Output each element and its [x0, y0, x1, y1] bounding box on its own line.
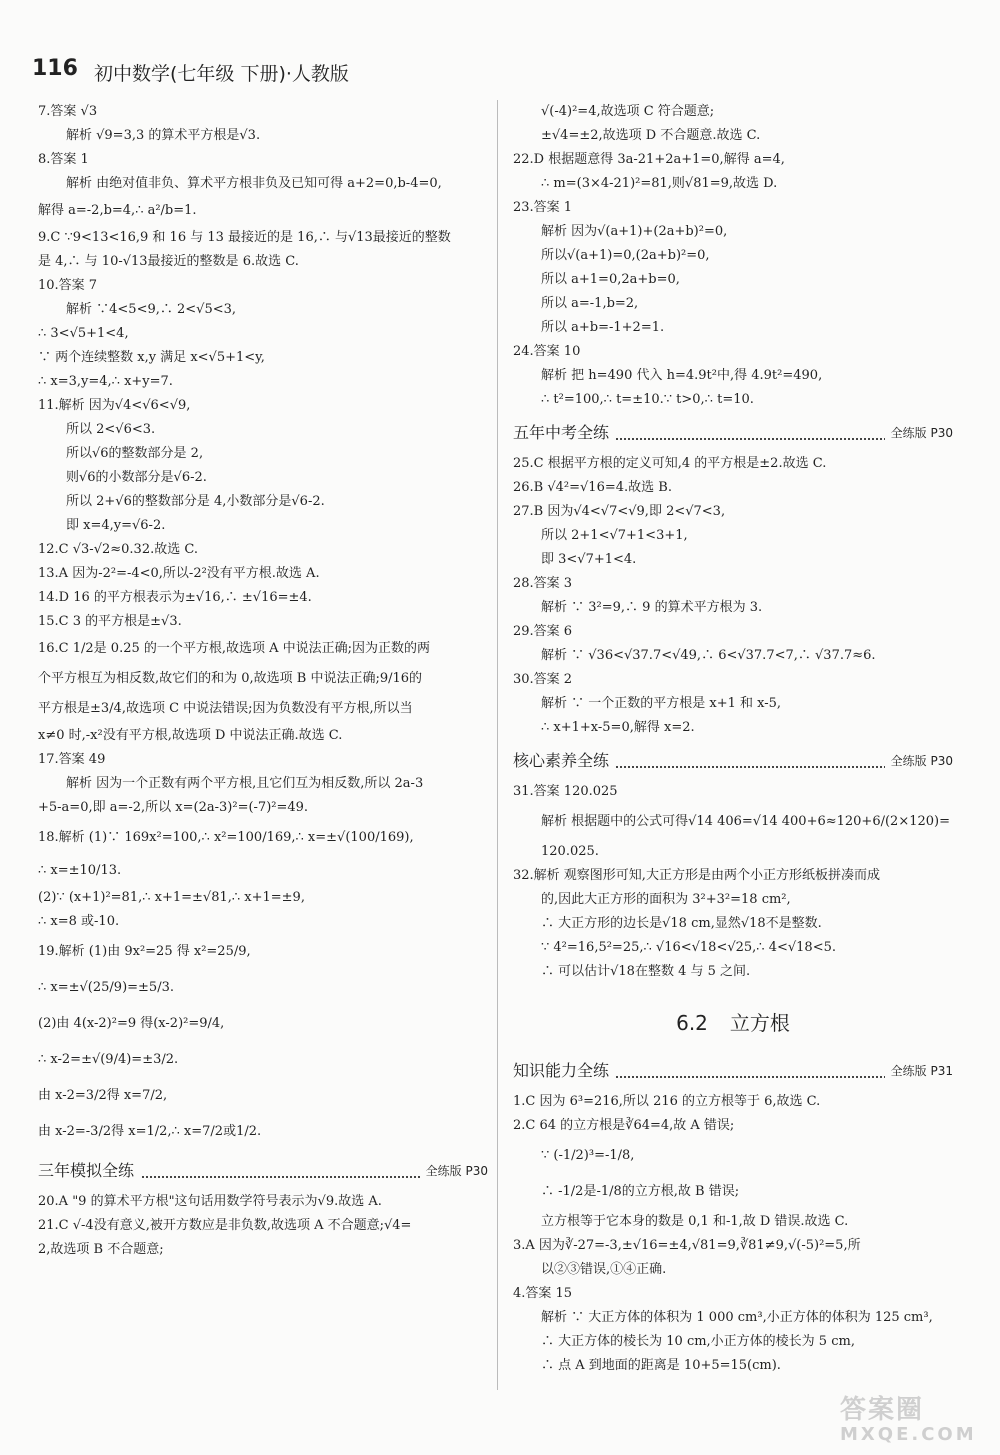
- page-header: [32, 56, 972, 88]
- answer-line: 11.解析 因为√4<√6<√9,: [38, 398, 191, 413]
- answer-line: 32.解析 观察图形可知,大正方形是由两个小正方形纸板拼凑而成: [513, 868, 880, 883]
- answer-line: ∴ 3<√5+1<4,: [38, 326, 129, 341]
- answer-line: 27.B 因为√4<√7<√9,即 2<√7<3,: [513, 504, 726, 519]
- answer-line: 30.答案 2: [513, 672, 573, 687]
- section-heading: [513, 1056, 953, 1086]
- answer-line: 2,故选项 B 不合题意;: [38, 1242, 164, 1257]
- section-title: 三年模拟全练: [38, 1161, 140, 1180]
- answer-line: 的,因此大正方形的面积为 3²+3²=18 cm²,: [541, 892, 791, 907]
- answer-line: ±√4=±2,故选项 D 不合题意.故选 C.: [541, 128, 761, 143]
- answer-line: 以②③错误,①④正确.: [541, 1262, 667, 1277]
- answer-line: 16.C 1/2是 0.25 的一个平方根,故选项 A 中说法正确;因为正数的两: [38, 641, 431, 656]
- answer-line: 21.C √-4没有意义,被开方数应是非负数,故选项 A 不合题意;√4=: [38, 1218, 412, 1233]
- column-divider: [497, 100, 498, 1390]
- answer-line: (2)∵ (x+1)²=81,∴ x+1=±√81,∴ x+1=±9,: [38, 890, 305, 905]
- answer-line: 14.D 16 的平方根表示为±√16,∴ ±√16=±4.: [38, 590, 312, 605]
- answer-line: 立方根等于它本身的数是 0,1 和-1,故 D 错误.故选 C.: [541, 1214, 849, 1229]
- answer-line: 18.解析 (1)∵ 169x²=100,∴ x²=100/169,∴ x=±√(100/169),: [38, 830, 414, 845]
- answer-line: 解析 由绝对值非负、算术平方根非负及已知可得 a+2=0,b-4=0,: [66, 176, 442, 191]
- answer-line: 解析 因为一个正数有两个平方根,且它们互为相反数,所以 2a-3: [66, 776, 424, 791]
- answer-line: 所以√6的整数部分是 2,: [66, 446, 204, 461]
- answer-line: 9.C ∵9<13<16,9 和 16 与 13 最接近的是 16,∴ 与√13最接近的整数: [38, 230, 451, 245]
- chapter-title: 立方根: [729, 1011, 790, 1035]
- answer-line: 13.A 因为-2²=-4<0,所以-2²没有平方根.故选 A.: [38, 566, 320, 581]
- answer-line: 个平方根互为相反数,故它们的和为 0,故选项 B 中说法正确;9/16的: [38, 671, 423, 686]
- book-title: 初中数学(七年级 下册)·人教版: [94, 63, 349, 85]
- answer-line: ∴ m=(3×4-21)²=81,则√81=9,故选 D.: [541, 176, 778, 191]
- answer-line: 26.B √4²=√16=4.故选 B.: [513, 480, 672, 495]
- answer-line: 24.答案 10: [513, 344, 581, 359]
- chapter-heading: [513, 998, 953, 1048]
- section-page-ref: 全练版 P30: [885, 418, 953, 448]
- page-number: 116: [32, 56, 78, 81]
- answer-line: 是 4,∴ 与 10-√13最接近的整数是 6.故选 C.: [38, 254, 299, 269]
- section-heading: [513, 418, 953, 448]
- answer-line: 解析 ∵4<5<9,∴ 2<√5<3,: [66, 302, 237, 317]
- answer-line: 由 x-2=3/2得 x=7/2,: [38, 1088, 168, 1103]
- answer-line: 所以 2+1<√7+1<3+1,: [541, 528, 688, 543]
- section-page-ref: 全练版 P30: [420, 1156, 488, 1186]
- answer-line: 120.025.: [541, 844, 599, 859]
- answer-line: ∴ x=±10/13.: [38, 863, 122, 878]
- answer-line: 解析 ∵ 一个正数的平方根是 x+1 和 x-5,: [541, 696, 782, 711]
- answer-line: 4.答案 15: [513, 1286, 573, 1301]
- answer-line: 22.D 根据题意得 3a-21+2a+1=0,解得 a=4,: [513, 152, 785, 167]
- answer-line: √(-4)²=4,故选项 C 符合题意;: [541, 104, 715, 119]
- answer-line: 28.答案 3: [513, 576, 573, 591]
- right-column: [513, 100, 953, 1378]
- answer-line: 所以 a=-1,b=2,: [541, 296, 639, 311]
- answer-line: 20.A "9 的算术平方根"这句话用数学符号表示为√9.故选 A.: [38, 1194, 382, 1209]
- section-heading: [38, 1156, 488, 1186]
- answer-line: 解析 √9=3,3 的算术平方根是√3.: [66, 128, 261, 143]
- answer-line: 25.C 根据平方根的定义可知,4 的平方根是±2.故选 C.: [513, 456, 827, 471]
- answer-line: 17.答案 49: [38, 752, 106, 767]
- answer-line: ∴ t²=100,∴ t=±10.∵ t>0,∴ t=10.: [541, 392, 754, 407]
- answer-line: 29.答案 6: [513, 624, 573, 639]
- answer-line: ∴ x=8 或-10.: [38, 914, 120, 929]
- answer-line: 解析 ∵ 3²=9,∴ 9 的算术平方根为 3.: [541, 600, 763, 615]
- section-page-ref: 全练版 P31: [885, 1056, 953, 1086]
- answer-line: ∴ 点 A 到地面的距离是 10+5=15(cm).: [541, 1358, 781, 1373]
- watermark-text: 答案圈: [840, 1395, 925, 1425]
- section-page-ref: 全练版 P30: [885, 746, 953, 776]
- answer-line: 解析 因为√(a+1)+(2a+b)²=0,: [541, 224, 728, 239]
- answer-line: 由 x-2=-3/2得 x=1/2,∴ x=7/2或1/2.: [38, 1124, 262, 1139]
- answer-line: 12.C √3-√2≈0.32.故选 C.: [38, 542, 198, 557]
- watermark-url: MXQE.COM: [840, 1424, 977, 1445]
- answer-line: 则√6的小数部分是√6-2.: [66, 470, 207, 485]
- answer-line: 19.解析 (1)由 9x²=25 得 x²=25/9,: [38, 944, 251, 959]
- answer-line: 解析 ∵ √36<√37.7<√49,∴ 6<√37.7<7,∴ √37.7≈6.: [541, 648, 876, 663]
- answer-line: ∵ (-1/2)³=-1/8,: [541, 1148, 635, 1163]
- answer-line: 所以 2<√6<3.: [66, 422, 156, 437]
- section-heading: [513, 746, 953, 776]
- answer-line: ∴ 大正方体的棱长为 10 cm,小正方体的棱长为 5 cm,: [541, 1334, 855, 1349]
- answer-line: 31.答案 120.025: [513, 784, 618, 799]
- answer-line: (2)由 4(x-2)²=9 得(x-2)²=9/4,: [38, 1016, 225, 1031]
- section-title: 核心素养全练: [513, 751, 615, 770]
- answer-line: ∴ -1/2是-1/8的立方根,故 B 错误;: [541, 1184, 740, 1199]
- answer-line: 7.答案 √3: [38, 104, 98, 119]
- answer-line: 10.答案 7: [38, 278, 98, 293]
- answer-line: ∵ 4²=16,5²=25,∴ √16<√18<√25,∴ 4<√18<5.: [541, 940, 836, 955]
- answer-line: ∴ x-2=±√(9/4)=±3/2.: [38, 1052, 179, 1067]
- answer-line: ∴ 大正方形的边长是√18 cm,显然√18不是整数.: [541, 916, 822, 931]
- answer-line: 解析 把 h=490 代入 h=4.9t²中,得 4.9t²=490,: [541, 368, 823, 383]
- answer-line: 15.C 3 的平方根是±√3.: [38, 614, 182, 629]
- answer-line: ∴ x=±√(25/9)=±5/3.: [38, 980, 174, 995]
- left-column: [38, 100, 488, 1262]
- answer-line: 所以 2+√6的整数部分是 4,小数部分是√6-2.: [66, 494, 325, 509]
- answer-line: ∴ 可以估计√18在整数 4 与 5 之间.: [541, 964, 751, 979]
- answer-line: ∵ 两个连续整数 x,y 满足 x<√5+1<y,: [38, 350, 265, 365]
- answer-line: 3.A 因为∛-27=-3,±√16=±4,√81=9,∛81≠9,√(-5)²=5,所: [513, 1238, 861, 1253]
- answer-line: 2.C 64 的立方根是∛64=4,故 A 错误;: [513, 1118, 735, 1133]
- answer-line: 23.答案 1: [513, 200, 573, 215]
- answer-line: x≠0 时,-x²没有平方根,故选项 D 中说法正确.故选 C.: [38, 728, 343, 743]
- answer-line: 所以√(a+1)=0,(2a+b)²=0,: [541, 248, 710, 263]
- section-title: 五年中考全练: [513, 423, 615, 442]
- answer-line: 所以 a+b=-1+2=1.: [541, 320, 665, 335]
- answer-line: 所以 a+1=0,2a+b=0,: [541, 272, 680, 287]
- answer-line: ∴ x=3,y=4,∴ x+y=7.: [38, 374, 173, 389]
- answer-line: ∴ x+1+x-5=0,解得 x=2.: [541, 720, 695, 735]
- watermark-logo: [840, 1395, 990, 1445]
- answer-line: 即 3<√7+1<4.: [541, 552, 637, 567]
- answer-line: 解得 a=-2,b=4,∴ a²/b=1.: [38, 203, 197, 218]
- answer-line: 即 x=4,y=√6-2.: [66, 518, 166, 533]
- answer-line: 解析 根据题中的公式可得√14 406=√14 400+6≈120+6/(2×120)=: [541, 814, 950, 829]
- answer-line: 8.答案 1: [38, 152, 89, 167]
- answer-line: 解析 ∵ 大正方体的体积为 1 000 cm³,小正方体的体积为 125 cm³,: [541, 1310, 933, 1325]
- answer-line: 平方根是±3/4,故选项 C 中说法错误;因为负数没有平方根,所以当: [38, 701, 413, 716]
- answer-line: 1.C 因为 6³=216,所以 216 的立方根等于 6,故选 C.: [513, 1094, 821, 1109]
- chapter-number: 6.2: [676, 1011, 708, 1035]
- answer-line: +5-a=0,即 a=-2,所以 x=(2a-3)²=(-7)²=49.: [38, 800, 309, 815]
- section-title: 知识能力全练: [513, 1061, 615, 1080]
